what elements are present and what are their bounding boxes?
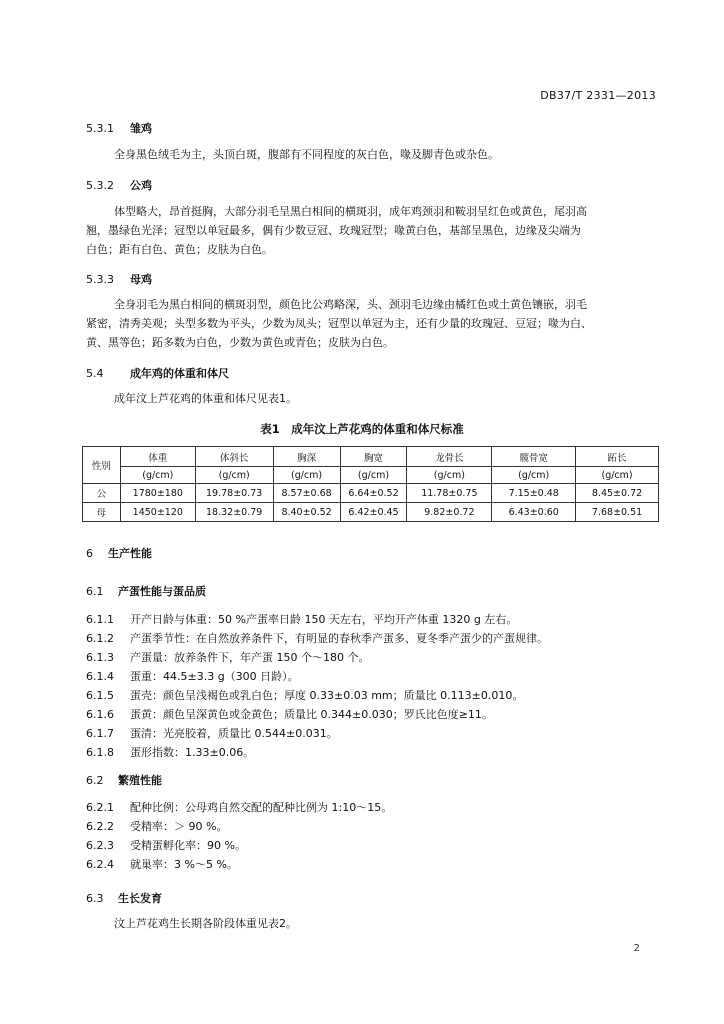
item-text: 受精率：＞ 90 %。: [130, 820, 228, 833]
column-header: 胸深: [273, 447, 340, 467]
table-cell: 母: [83, 503, 121, 522]
column-header: 胸宽: [340, 447, 407, 467]
paragraph-5-3-2: [86, 202, 658, 259]
item-number: 6.1.2: [86, 632, 114, 645]
item-number: 6.2.1: [86, 801, 114, 814]
section-number: 6.1: [86, 585, 104, 598]
section-number: 5.3.3: [86, 273, 114, 286]
table-cell: 6.64±0.52: [340, 484, 407, 503]
section-number: 6.2: [86, 774, 104, 787]
paragraph-5-3-1: [86, 145, 658, 164]
section-number: 6: [86, 547, 93, 560]
list-item: [86, 610, 666, 629]
paragraph-6-3: [86, 914, 658, 933]
table-units-row: [83, 467, 659, 484]
text-line: 体型略大，昂首挺胸，大部分羽毛呈黑白相间的横斑羽，成年鸡颈羽和鞍羽呈红色或黄色，尾羽高: [114, 205, 587, 218]
list-item: [86, 836, 666, 855]
heading-6: [86, 545, 152, 561]
heading-6-3: [86, 890, 162, 906]
standard-code: DB37/T 2331—2013: [540, 89, 656, 102]
unit-cell: (g/cm): [576, 467, 659, 484]
table-cell: 8.57±0.68: [273, 484, 340, 503]
reproduction-items-list: [86, 798, 666, 874]
list-item: [86, 648, 666, 667]
list-item: [86, 705, 666, 724]
text-line: 成年汶上芦花鸡的体重和体尺见表1。: [114, 392, 297, 405]
item-text: 就巢率：3 %～5 %。: [130, 858, 238, 871]
item-number: 6.1.8: [86, 746, 114, 759]
section-title: 雏鸡: [130, 122, 152, 135]
item-number: 6.1.3: [86, 651, 114, 664]
paragraph-5-4: [86, 389, 658, 408]
item-text: 开产日龄与体重：50 %产蛋率日龄 150 天左右，平均开产体重 1320 g 左右。: [130, 613, 518, 626]
section-number: 6.3: [86, 892, 104, 905]
section-number: 5.3.1: [86, 122, 114, 135]
section-title: 公鸡: [130, 179, 152, 192]
item-number: 6.2.2: [86, 820, 114, 833]
text-line: 白色；距有白色、黄色；皮肤为白色。: [86, 243, 273, 256]
item-number: 6.1.7: [86, 727, 114, 740]
item-number: 6.1.5: [86, 689, 114, 702]
list-item: [86, 855, 666, 874]
unit-cell: (g/cm): [407, 467, 492, 484]
item-number: 6.2.3: [86, 839, 114, 852]
item-number: 6.2.4: [86, 858, 114, 871]
section-title: 产蛋性能与蛋品质: [118, 585, 206, 598]
table-cell: 9.82±0.72: [407, 503, 492, 522]
column-header: 跖长: [576, 447, 659, 467]
heading-6-2: [86, 772, 162, 788]
item-text: 蛋重：44.5±3.3 g（300 日龄）。: [130, 670, 299, 683]
section-title: 生产性能: [108, 547, 152, 560]
text-line: 紧密，清秀美观；头型多数为平头，少数为凤头；冠型以单冠为主，还有少量的玫瑰冠、豆冠；喙为白、: [86, 317, 592, 330]
heading-6-1: [86, 583, 206, 599]
list-item: [86, 667, 666, 686]
text-line: 全身黑色绒毛为主，头顶白斑，腹部有不同程度的灰白色，喙及脚青色或杂色。: [114, 148, 499, 161]
item-text: 蛋壳：颜色呈浅褐色或乳白色；厚度 0.33±0.03 mm；质量比 0.113±0.010。: [130, 689, 524, 702]
heading-5-4: [86, 365, 229, 381]
table-header-row: [83, 447, 659, 467]
text-line: 全身羽毛为黑白相间的横斑羽型，颜色比公鸡略深，头、颈羽毛边缘由橘红色或土黄色镶嵌，羽毛: [114, 298, 587, 311]
table-caption: 表1 成年汶上芦花鸡的体重和体尺标准: [260, 422, 464, 436]
table-cell: 7.68±0.51: [576, 503, 659, 522]
table-cell: 公: [83, 484, 121, 503]
unit-cell: (g/cm): [120, 467, 195, 484]
item-text: 受精蛋孵化率：90 %。: [130, 839, 246, 852]
table-cell: 11.78±0.75: [407, 484, 492, 503]
column-header: 体斜长: [195, 447, 273, 467]
column-header: 龙骨长: [407, 447, 492, 467]
column-header: 体重: [120, 447, 195, 467]
unit-cell: (g/cm): [492, 467, 576, 484]
item-text: 配种比例：公母鸡自然交配的配种比例为 1:10～15。: [130, 801, 393, 814]
table-row: [83, 503, 659, 522]
unit-cell: (g/cm): [340, 467, 407, 484]
list-item: [86, 629, 666, 648]
item-number: 6.1.4: [86, 670, 114, 683]
body-measurements-table: [82, 446, 659, 522]
unit-cell: (g/cm): [195, 467, 273, 484]
text-line: 翘，墨绿色光泽；冠型以单冠最多，偶有少数豆冠、玫瑰冠型；喙黄白色，基部呈黑色，边缘及尖端为: [86, 224, 581, 237]
item-number: 6.1.6: [86, 708, 114, 721]
text-line: 黄、黑等色；跖多数为白色，少数为黄色或青色；皮肤为白色。: [86, 336, 394, 349]
text-line: 汶上芦花鸡生长期各阶段体重见表2。: [114, 917, 297, 930]
column-header: 性别: [83, 447, 121, 484]
table-cell: 1450±120: [120, 503, 195, 522]
table-cell: 6.43±0.60: [492, 503, 576, 522]
item-text: 产蛋季节性：在自然放养条件下，有明显的春秋季产蛋多、夏冬季产蛋少的产蛋规律。: [130, 632, 548, 645]
heading-5-3-1: [86, 120, 152, 136]
unit-cell: (g/cm): [273, 467, 340, 484]
list-item: [86, 686, 666, 705]
section-title: 母鸡: [130, 273, 152, 286]
item-text: 蛋形指数：1.33±0.06。: [130, 746, 255, 759]
table-cell: 19.78±0.73: [195, 484, 273, 503]
list-item: [86, 724, 666, 743]
table-cell: 6.42±0.45: [340, 503, 407, 522]
list-item: [86, 798, 666, 817]
item-number: 6.1.1: [86, 613, 114, 626]
item-text: 蛋黄：颜色呈深黄色或金黄色；质量比 0.344±0.030；罗氏比色度≥11。: [130, 708, 493, 721]
column-header: 髋骨宽: [492, 447, 576, 467]
heading-5-3-3: [86, 271, 152, 287]
section-title: 生长发育: [118, 892, 162, 905]
item-text: 蛋清：光亮胶着，质量比 0.544±0.031。: [130, 727, 338, 740]
table-cell: 8.40±0.52: [273, 503, 340, 522]
list-item: [86, 743, 666, 762]
section-number: 5.3.2: [86, 179, 114, 192]
heading-5-3-2: [86, 177, 152, 193]
page-number: 2: [633, 943, 640, 954]
paragraph-5-3-3: [86, 295, 658, 352]
table-cell: 1780±180: [120, 484, 195, 503]
table-cell: 18.32±0.79: [195, 503, 273, 522]
table-cell: 7.15±0.48: [492, 484, 576, 503]
table-row: [83, 484, 659, 503]
table-cell: 8.45±0.72: [576, 484, 659, 503]
item-text: 产蛋量：放养条件下，年产蛋 150 个～180 个。: [130, 651, 370, 664]
section-number: 5.4: [86, 367, 104, 380]
production-items-list: [86, 610, 666, 762]
section-title: 繁殖性能: [118, 774, 162, 787]
list-item: [86, 817, 666, 836]
section-title: 成年鸡的体重和体尺: [130, 367, 229, 380]
